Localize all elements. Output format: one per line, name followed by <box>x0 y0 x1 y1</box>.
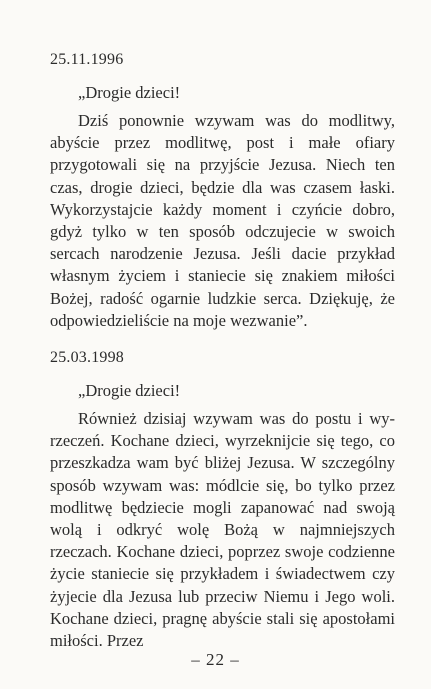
message-greeting: „Drogie dzieci! <box>78 83 181 102</box>
message-entry <box>50 50 395 332</box>
message-date: 25.03.1998 <box>50 349 124 366</box>
message-text: Dziś ponownie wzywam was do modlitwy, abyście przez modlitwę, post i małe ofiary przygotowali się na przyjście Jezusa. Niech ten czas, drogie dzieci, będzie dla was czasem łaski. Wykorzystajcie każdy moment i czyńcie dobro, gdyż tylko w ten sposób odczujecie w swoich sercach narodzenie Jezusa. Jeśli dacie przykład własnym życiem i staniecie się znakiem miłości Bożej, radość ogarnie ludzkie serca. Dziękuję, że odpowiedzieliście na moje wezwanie”. <box>50 111 395 330</box>
message-entry <box>50 348 395 652</box>
page-number: – 22 – <box>191 650 240 669</box>
message-greeting: „Drogie dzieci! <box>78 381 181 400</box>
message-date: 25.11.1996 <box>50 51 124 68</box>
message-text: Również dzisiaj wzywam was do postu i wyrzeczeń. Kochane dzieci, wyrzeknijcie się tego, co przeszkadza wam być bliżej Jezusa. W szczególny sposób wzywam was: módlcie się, bo tylko przez modlitwę będziecie mogli zapanować nad swoją wolą i odkryć wolę Bożą w najmniejszych rzeczach. Kochane dzieci, poprzez swoje codzienne życie staniecie się przykładem i świadectwem czy żyjecie dla Jezusa lub przeciw Niemu i Jego woli. Kochane dzieci, pragnę abyście stali się apostołami miłości. Przez <box>50 409 395 651</box>
